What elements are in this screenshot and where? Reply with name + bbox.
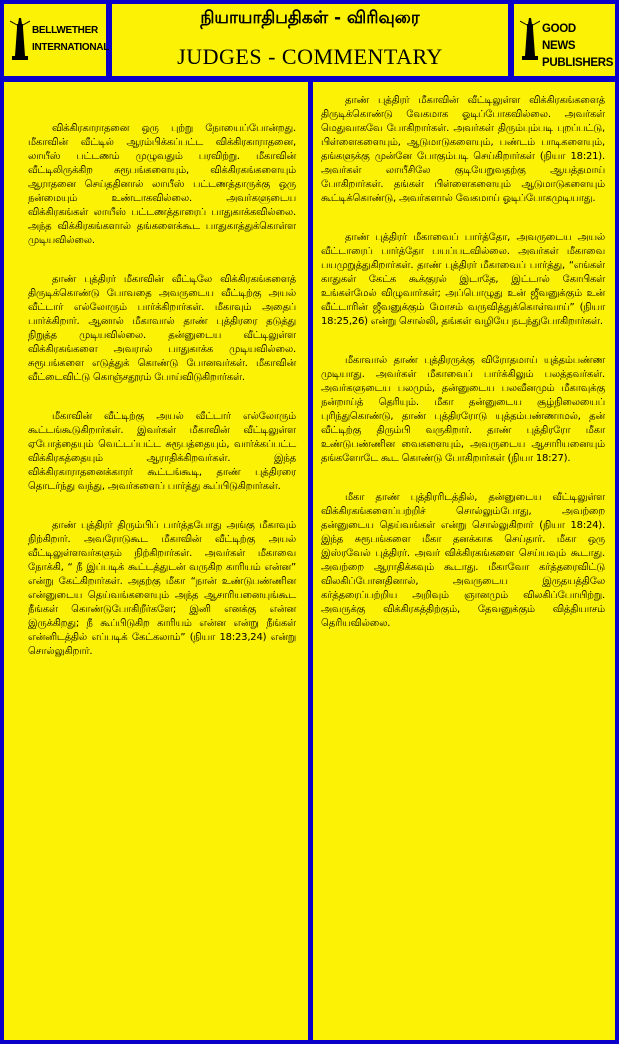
paragraph: விக்கிரகாராதனை ஒரு புற்று நோயைப்போன்றது. மீகாவின் வீட்டில் ஆரம்பிக்கப்பட்ட விக்கிரகாராதனை, லாயீஸ் பட்டணம் முழுவதும் பரவிற்று. மீகாவின் வீட்டிலிருக்கிற சுரூபங்களையும், விக்கிரகங்களையும் ஆராதனை செய்ததினால் லாயீஸ் பட்டணத்தாருக்கு ஒரு நன்மையும் உண்டாகவில்லை. அவர்களுடைய விக்கிரகங்கள் லாயீஸ் பட்டணத்தாரைப் பாதுகாக்கவில்லை. அந்த விக்கிரகங்களால் தங்களைக்கூட பாதுகாத்துக்கொள்ள முடியவில்லை. (28, 123, 296, 246)
page-title-tamil: நியாயாதிபதிகள் - விரிவுரை (200, 8, 420, 28)
paragraph: தாண் புத்திரர் திரும்பிப் பார்த்தபோது அங்கு மீகாவும் நிற்கிறார். அவரோடுகூட மீகாவின் வீட்டிற்கு அயல் வீட்டிலுள்ளவர்களும் நிற்கிறார்கள். அவர்கள் மீகாவை நோக்கி, “ நீ இப்படிக் கூட்டத்துடன் வருகிற காரியம் என்ன” என்று கேட்கிறார்கள். அதற்கு மீகா “நான் உண்டுபண்ணின என்னுடைய தெய்வங்களையும் அந்த ஆசாரியனையுங்கூட நீங்கள் கொண்டுபோகிறீர்களே; இனி எனக்கு என்ன இருக்கிறது; நீ கூப்பிடுகிற காரியம் என்ன என்று நீங்கள் என்னிடத்தில் எப்படிக் கேட்கலாம்” (நியா 18:23,24) என்று சொல்லுகிறார். (28, 520, 296, 657)
page-title-english: JUDGES - COMMENTARY (177, 44, 443, 69)
paragraph: மீகா தாண் புத்திரரிடத்தில், தன்னுடைய வீட்டிலுள்ள விக்கிரகங்களைப்பற்றிச் சொல்லும்போது, அவற்றை தன்னுடைய தெய்வங்கள் என்று சொல்லுகிறார் (நியா 18:24). இந்த சுரூபங்களை மீகா தனக்காக செய்தார். மீகா ஒரு இஸ்ரவேல் புத்திரர். அவர் விக்கிரகங்களை செய்யவும் கூடாது. அவற்றை ஆராதிக்கவும் கூடாது. மீகாவோ கர்த்தரைவிட்டு விலகிப்போனதினால், அவருடைய இருதயத்திலே கர்த்தரைப்பற்றிய அறிவும் ஞானமும் விலகிப்போயிற்று. அவருக்கு விக்கிரகத்திற்கும், தேவனுக்கும் வித்தியாசம் தெரியவில்லை. (321, 492, 605, 629)
paragraph: தாண் புத்திரர் மீகாவைப் பார்த்தோ, அவருடைய அயல் வீட்டாரைப் பார்த்தோ பயப்படவில்லை. அவர்கள் மீகாவை பயமுறுத்துகிறார்கள். தாண் புத்திரர் மீகாவைப் பார்த்து, “எங்கள் காதுகள் கேட்க கூக்குரல் இடாதே, இட்டால் கோபிகள் உங்கள்மேல் விழுவார்கள்; அப்பொழுது உன் ஜீவனுக்கும் உன் வீட்டாரின் ஜீவனுக்கும் மோசம் வருவித்துக்கொள்வாய்” (நியா 18:25,26) என்று சொல்லி, தங்கள் வழியே நடந்துபோகிறார்கள். (321, 232, 605, 327)
paragraph: தாண் புத்திரர் மீகாவின் வீட்டிலுள்ள விக்கிரகங்களைத் திருடிக்கொண்டு வேகமாக ஓடிப்போகவில்லை. அவர்கள் மெதுவாகவே போகிறார்கள். அவர்கள் திரும்பும்படி புறப்பட்டு, பிள்ளைகளையும், ஆடுமாடுகளையும், பண்டம் பாடிகளையும், தங்களுக்கு முன்னே போகும்படி செய்கிறார்கள் (நியா 18:21). அவர்கள் லாயீசிலே குடியேறுவதற்கு ஆயத்தமாய் போகிறார்கள். தங்கள் பிள்ளைகளையும் ஆடுமாடுகளையும் கூட்டிக்கொண்டு, அவர்களால் வேகமாய் ஓடிப்போகமுடியாது. (321, 95, 605, 204)
paragraph: தாண் புத்திரர் மீகாவின் வீட்டிலே விக்கிரகங்களைத் திருடிக்கொண்டு போவதை அவருடைய வீட்டிற்கு அயல் வீட்டார் எல்லோரும் பார்க்கிறார்கள். மீகாவும் அதைப் பார்க்கிறார். ஆனால் மீகாவால் தாண் புத்திரரை தடுத்து நிறுத்த முடியவில்லை. தன்னுடைய வீட்டிலுள்ள விக்கிரகங்களை அவரால் பாதுகாக்க முடியவில்லை. சுரூபங்களை எடுத்துக் கொண்டு போனவர்கள். மீகாவின் வீட்டைவிட்டு கொஞ்சதூரம் போய்விடுகிறார்கள். (28, 274, 296, 383)
paragraph: மீகாவின் வீட்டிற்கு அயல் வீட்டார் எல்லோரும் கூட்டங்கூடுகிறார்கள். இவர்கள் மீகாவின் வீட்டிலுள்ள ஏபோத்தையும் வெட்டப்பட்ட சுரூபத்தையும், வார்க்கப்பட்ட விக்கிரகத்தையும் ஆராதிக்கிறவர்கள். இந்த விக்கிரகாராதனைக்காரர் கூட்டங்கூடி, தாண் புத்திரரை தொடர்ந்து வந்து, அவர்களைப் பார்த்து கூப்பிடுகிறார்கள். (28, 411, 296, 492)
bellwether-logo (4, 4, 110, 76)
lighthouse-logo-icon (10, 16, 30, 64)
good-news-publishers-logo (514, 4, 615, 76)
left-column (4, 82, 308, 1040)
bellwether-logo-text: BELLWETHER INTERNATIONAL (32, 25, 110, 53)
paragraph: மீகாவால் தாண் புத்திரருக்கு விரோதமாய் யுத்தம்பண்ண முடியாது. அவர்கள் மீகாவைப் பார்க்கிலும் பலத்தவர்கள். அவர்களுடைய பலமும், தன்னுடைய பலவீனமும் மீகாவுக்கு நன்றாய்த் தெரியும். மீகா தன்னுடைய சூழ்நிலையைப் புரிந்துகொண்டு, தாண் புத்திரரோடு யுத்தம்பண்ணாமல், தன் வீட்டிற்கு திரும்பி வருகிறார். தாண் புத்திரரோ மீகா உண்டுபண்ணின வைகளையும், அவருடைய ஆசாரியனையும் தங்களோடே கூட கொண்டு போகிறார்கள் (நியா 18:27). (321, 355, 605, 464)
right-column (313, 82, 615, 1040)
page-title-box (112, 4, 508, 76)
lighthouse-logo-icon (520, 16, 540, 64)
good-news-publishers-logo-text: GOOD NEWS PUBLISHERS (542, 23, 614, 69)
